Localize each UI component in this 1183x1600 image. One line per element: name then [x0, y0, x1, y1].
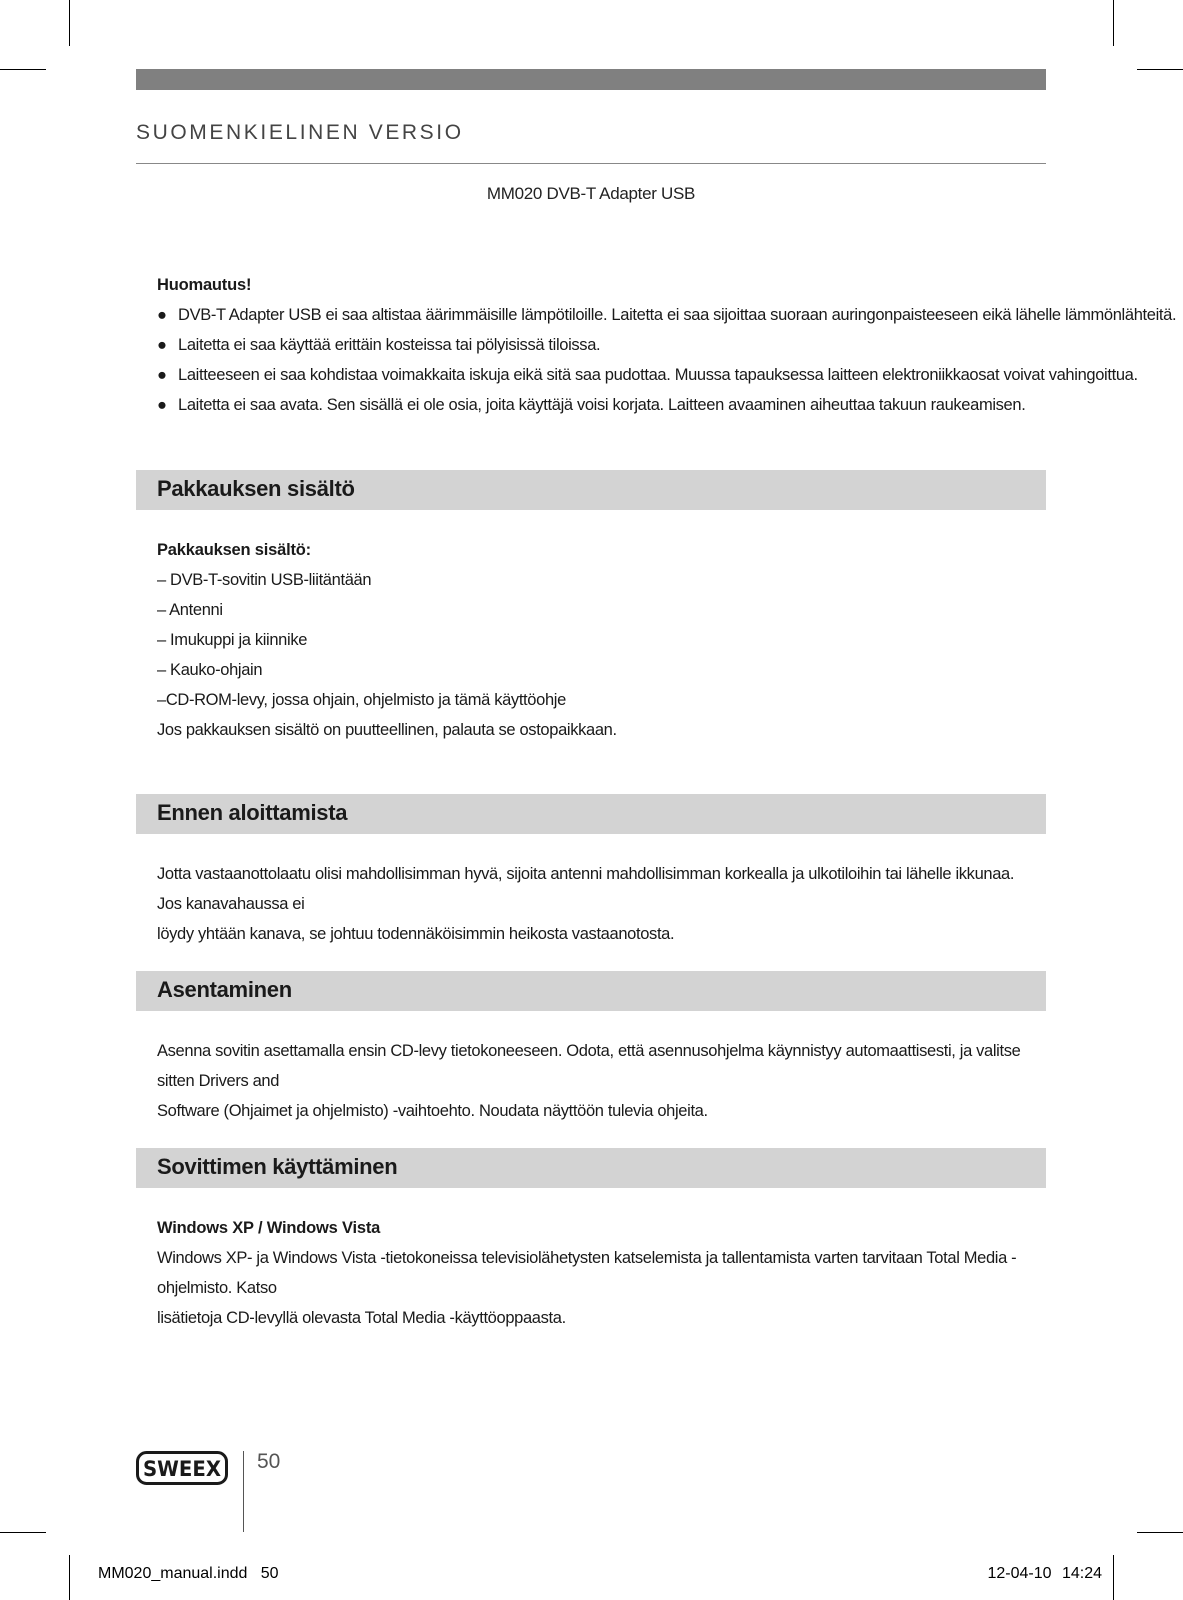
- section-title: Sovittimen käyttäminen: [157, 1154, 398, 1179]
- notice-heading: Huomautus!: [157, 276, 252, 294]
- paragraph-line: löydy yhtään kanava, se johtuu todennäköisimmin heikosta vastaanotosta.: [157, 925, 675, 943]
- section-header-before: [136, 794, 1046, 834]
- section-header-install: [136, 971, 1046, 1011]
- language-version-title: SUOMENKIELINEN VERSIO: [136, 121, 464, 144]
- notice-item: ● Laitetta ei saa avata. Sen sisällä ei ole osia, joita käyttäjä voisi korjata. Laitteen avaaminen aiheuttaa takuun raukeamisen.: [157, 390, 1037, 420]
- sweex-logo: [136, 1451, 228, 1485]
- footer-separator: [243, 1451, 244, 1532]
- header-bar: [136, 69, 1046, 90]
- section-title: Pakkauksen sisältö: [157, 476, 355, 501]
- section-title: Asentaminen: [157, 977, 292, 1002]
- crop-mark-top-left-v: [69, 0, 70, 46]
- crop-mark-top-right-h: [1137, 69, 1183, 70]
- slug-filename: MM020_manual.indd 50: [98, 1565, 279, 1582]
- package-subheading: Pakkauksen sisältö:: [157, 541, 311, 559]
- section-header-package: [136, 470, 1046, 510]
- package-contents-block: [157, 535, 1037, 745]
- bullet-icon: ●: [157, 306, 167, 324]
- slug-timestamp: [987, 1565, 1102, 1583]
- paragraph-line: Jotta vastaanottolaatu olisi mahdollisimman hyvä, sijoita antenni mahdollisimman korkealla ja ulkotiloihin tai lähelle ikkunaa. Jos kanavahaussa ei: [157, 865, 1015, 913]
- bullet-icon: ●: [157, 366, 167, 384]
- paragraph-line: Asenna sovitin asettamalla ensin CD-levy tietokoneeseen. Odota, että asennusohjelma käynnistyy automaattisesti, ja valitse sitten Drivers and: [157, 1042, 1021, 1090]
- notice-block: [157, 270, 1177, 420]
- paragraph-line: lisätietoja CD-levyllä olevasta Total Media -käyttöoppaasta.: [157, 1309, 566, 1327]
- usage-subheading: Windows XP / Windows Vista: [157, 1219, 381, 1237]
- usage-block: [157, 1213, 1037, 1333]
- sweex-logo-text: SWEEX: [143, 1457, 221, 1481]
- paragraph-line: Windows XP- ja Windows Vista -tietokoneissa televisiolähetysten katselemista ja tallentamista varten tarvitaan Total Media -ohjelmisto. Katso: [157, 1249, 1017, 1297]
- crop-mark-top-left-h: [0, 69, 46, 70]
- package-line: –CD-ROM-levy, jossa ohjain, ohjelmisto ja tämä käyttöohje: [157, 691, 566, 709]
- page-number: 50: [257, 1450, 281, 1473]
- header-rule: [136, 163, 1046, 164]
- notice-item: ● Laitetta ei saa käyttää erittäin kosteissa tai pölyisissä tiloissa.: [157, 330, 1037, 360]
- crop-mark-bottom-right-h: [1137, 1532, 1183, 1533]
- crop-mark-top-right-v: [1113, 0, 1114, 46]
- crop-mark-bottom-right-v: [1113, 1555, 1114, 1600]
- package-line: – Imukuppi ja kiinnike: [157, 631, 308, 649]
- before-block: [157, 859, 1037, 949]
- section-header-usage: [136, 1148, 1046, 1188]
- package-line: – Kauko-ohjain: [157, 661, 263, 679]
- section-title: Ennen aloittamista: [157, 800, 348, 825]
- crop-mark-bottom-left-v: [69, 1555, 70, 1600]
- bullet-icon: ●: [157, 396, 167, 414]
- crop-mark-bottom-left-h: [0, 1532, 46, 1533]
- package-line: – Antenni: [157, 601, 223, 619]
- slug-date: 12-04-10: [987, 1565, 1052, 1582]
- notice-item: ● Laitteeseen ei saa kohdistaa voimakkaita iskuja eikä sitä saa pudottaa. Muussa tapauksessa laitteen elektroniikkaosat voivat vahingoittua.: [157, 360, 1037, 390]
- install-block: [157, 1036, 1037, 1126]
- product-title: MM020 DVB-T Adapter USB: [486, 184, 696, 203]
- slug-time: 14:24: [1061, 1565, 1102, 1582]
- notice-item: ● DVB-T Adapter USB ei saa altistaa äärimmäisille lämpötiloille. Laitetta ei saa sijoittaa suoraan auringonpaisteeseen eikä lähelle lämmönlähteitä.: [157, 300, 1037, 330]
- bullet-icon: ●: [157, 336, 167, 354]
- package-line: – DVB-T-sovitin USB-liitäntään: [157, 571, 372, 589]
- notice-list: [157, 300, 1177, 420]
- package-line: Jos pakkauksen sisältö on puutteellinen, palauta se ostopaikkaan.: [157, 721, 617, 739]
- paragraph-line: Software (Ohjaimet ja ohjelmisto) -vaihtoehto. Noudata näyttöön tulevia ohjeita.: [157, 1102, 708, 1120]
